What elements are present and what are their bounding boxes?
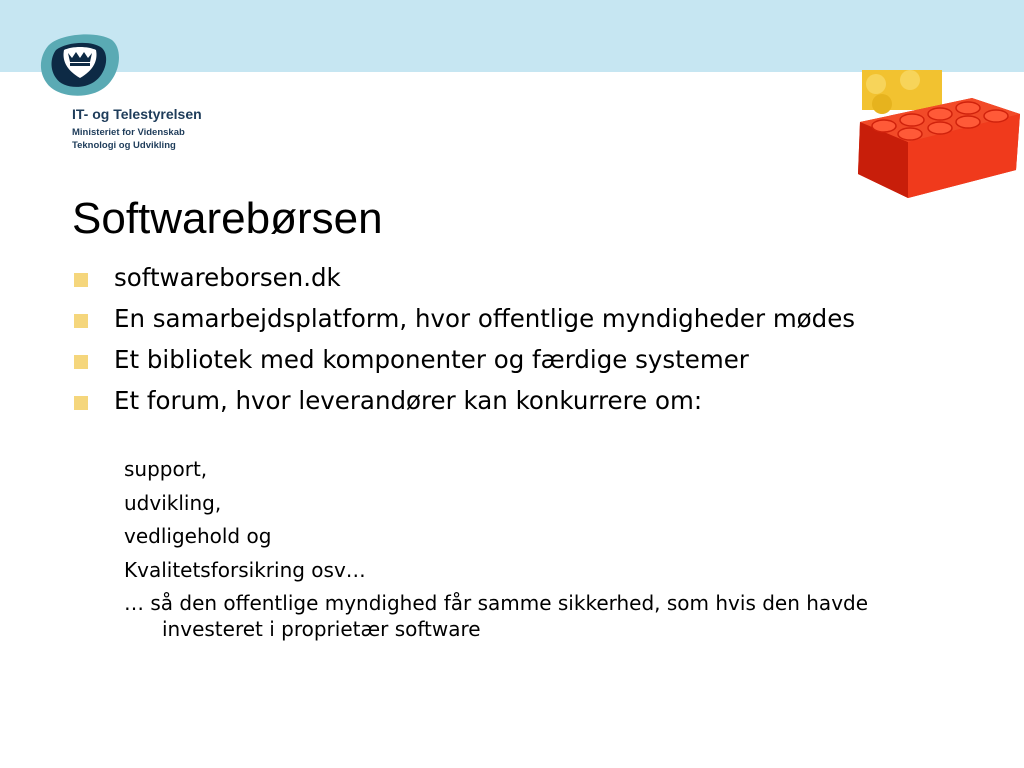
org-name: IT- og Telestyrelsen (72, 106, 202, 122)
bullet-list (74, 262, 974, 426)
sub-item: support, (124, 457, 208, 481)
bullet-item (74, 385, 974, 417)
bullet-item (74, 344, 974, 376)
bullet-square-icon (74, 273, 88, 287)
org-subtitle-line-2: Teknologi og Udvikling (72, 140, 176, 151)
sub-item: … så den offentlige myndighed får samme sikkerhed, som hvis den havde investeret i proprietær software (124, 591, 869, 641)
bullet-text: softwareborsen.dk (114, 263, 341, 292)
bullet-square-icon (74, 355, 88, 369)
header-band (0, 0, 1024, 72)
bullet-text: Et forum, hvor leverandører kan konkurrere om: (114, 386, 703, 415)
sub-item: vedligehold og (124, 524, 272, 548)
sub-item-list (124, 456, 964, 650)
bullet-text: En samarbejdsplatform, hvor offentlige myndigheder mødes (114, 304, 856, 333)
bullet-text: Et bibliotek med komponenter og færdige systemer (114, 345, 749, 374)
lego-bricks-icon (852, 70, 1024, 204)
crown-shield-icon (40, 32, 122, 98)
bullet-item (74, 262, 974, 294)
bullet-square-icon (74, 396, 88, 410)
sub-item: Kvalitetsforsikring osv… (124, 557, 366, 582)
bullet-square-icon (74, 314, 88, 328)
sub-item: udvikling, (124, 490, 222, 515)
slide-title: Softwarebørsen (72, 194, 383, 243)
org-subtitle-line-1: Ministeriet for Videnskab (72, 127, 185, 138)
bullet-item (74, 303, 974, 335)
